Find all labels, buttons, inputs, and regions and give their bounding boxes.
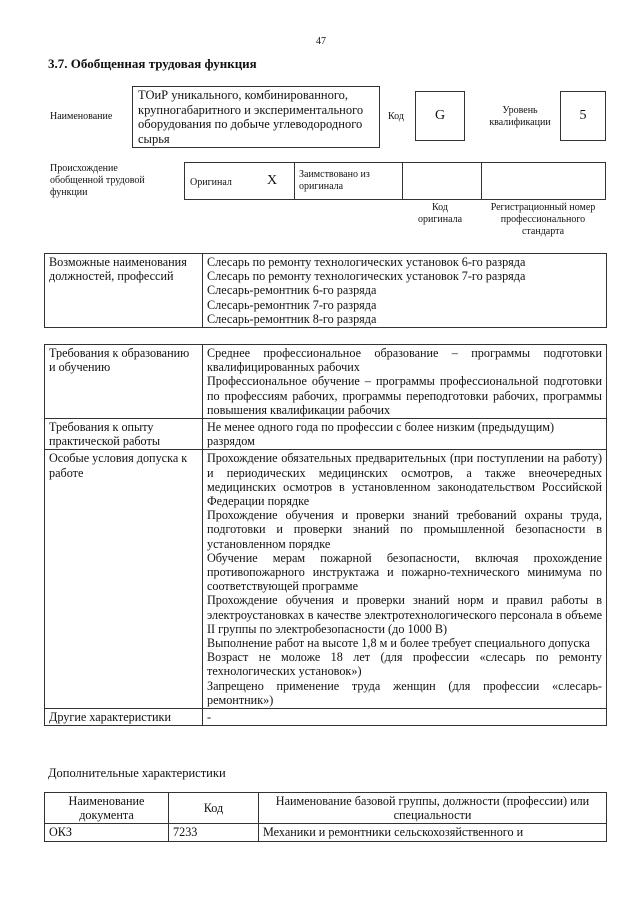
special-conditions-value [203, 450, 607, 709]
special-item: Прохождение обучения и проверки знаний норм и правил работы в электроустановках в качестве электротехнологического персонала в объеме II группы по электробезопасности (до 1000 В) [207, 593, 602, 636]
positions-list [203, 254, 607, 328]
original-mark: X [267, 173, 278, 188]
additional-table [44, 792, 607, 842]
education-value [203, 345, 607, 419]
row-code: 7233 [169, 824, 259, 841]
position-item: Слесарь по ремонту технологических установок 6-го разряда [207, 255, 526, 269]
original-label: Оригинал [190, 177, 232, 188]
code-original-caption: Код оригинала [417, 202, 463, 225]
special-item: Возраст не моложе 18 лет (для профессии «слесарь по ремонту технологических установок») [207, 650, 602, 679]
special-item: Обучение мерам пожарной безопасности, включая прохождение противопожарного инструктажа и пожарно-технического минимума по соответствующей программе [207, 550, 602, 594]
table-row [45, 824, 607, 841]
borrowed-label: Заимствовано из оригинала [299, 169, 370, 192]
section-title: 3.7. Обобщенная трудовая функция [48, 56, 257, 71]
row-doc: ОКЗ [45, 824, 169, 841]
level-box [560, 91, 606, 141]
level-value: 5 [579, 108, 587, 123]
additional-title: Дополнительные характеристики [48, 766, 226, 780]
education-item: Профессиональное обучение – программы профессиональной подготовки по профессиям рабочих, программы переподготовки рабочих, программы повышения квалификации рабочих [207, 374, 602, 417]
code-value: G [434, 108, 446, 123]
code-box [415, 91, 465, 141]
experience-label: Требования к опыту практической работы [45, 419, 203, 450]
code-label: Код [388, 111, 404, 122]
level-label: Уровень квалификации [489, 105, 551, 128]
education-item: Среднее профессиональное образование – программы подготовки квалифицированных рабочих [207, 346, 602, 375]
other-value: - [203, 709, 607, 726]
origin-label: Происхождение обобщенной трудовой функции [50, 163, 145, 198]
page-number: 47 [316, 36, 326, 47]
positions-label: Возможные наименования должностей, профессий [45, 254, 203, 328]
special-item: Прохождение обязательных предварительных (при поступлении на работу) и периодических медицинских осмотров, а также внеочередных медицинских осмотров в установленном законодательством Российской Федерации порядке [207, 451, 602, 509]
positions-table [44, 253, 607, 328]
origin-grid [184, 162, 606, 200]
special-item: Выполнение работ на высоте 1,8 м и более требует специального допуска [207, 636, 590, 651]
special-conditions-label: Особые условия допуска к работе [45, 450, 203, 709]
col-code-header: Код [169, 793, 259, 824]
requirements-table [44, 344, 607, 726]
function-name-value: ТОиР уникального, комбинированного, крупногабаритного и экспериментального оборудования по добыче углеводородного сырья [138, 88, 364, 146]
special-item: Запрещено применение труда женщин (для профессии «слесарь-ремонтник») [207, 678, 602, 707]
education-label: Требования к образованию и обучению [45, 345, 203, 419]
name-label: Наименование [50, 111, 113, 122]
function-name-box [132, 86, 380, 148]
other-label: Другие характеристики [45, 709, 203, 726]
position-item: Слесарь по ремонту технологических установок 7-го разряда [207, 269, 526, 284]
reg-number-caption: Регистрационный номер профессионального стандарта [490, 202, 596, 237]
position-item: Слесарь-ремонтник 7-го разряда [207, 297, 377, 312]
experience-value: Не менее одного года по профессии с более низким (предыдущим) разрядом [203, 419, 607, 450]
row-name: Механики и ремонтники сельскохозяйственного и [259, 824, 607, 841]
col-name-header: Наименование базовой группы, должности (профессии) или специальности [259, 793, 607, 824]
col-doc-header: Наименование документа [45, 793, 169, 824]
position-item: Слесарь-ремонтник 8-го разряда [207, 311, 377, 326]
special-item: Прохождение обучения и проверки знаний требований охраны труда, подготовки и проверки знаний по промышленной безопасности в установленном порядке [207, 508, 602, 551]
position-item: Слесарь-ремонтник 6-го разряда [207, 283, 377, 298]
